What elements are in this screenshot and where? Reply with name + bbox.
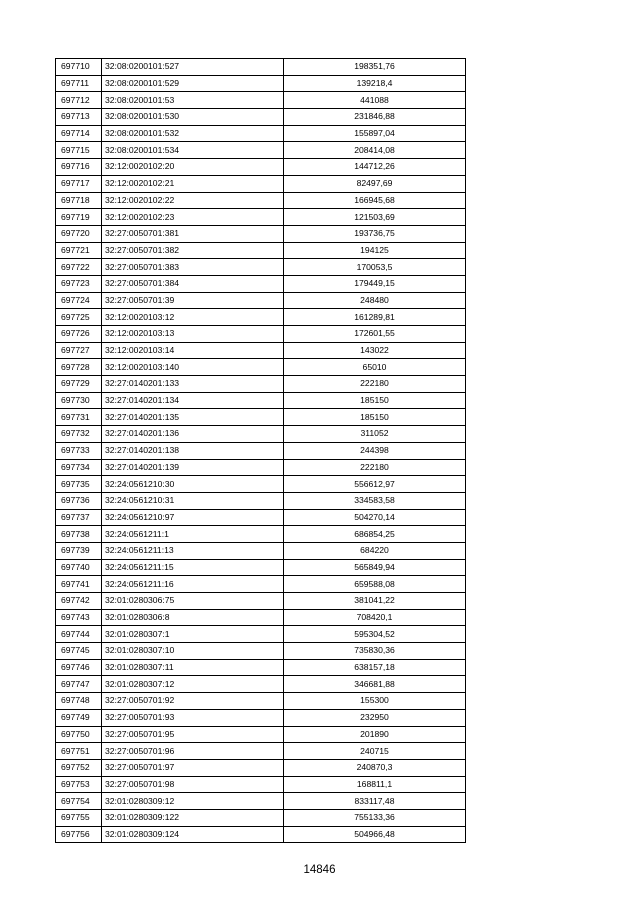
value-cell: 833117,48	[284, 793, 466, 810]
row-id-cell: 697722	[56, 259, 102, 276]
row-id-cell: 697719	[56, 209, 102, 226]
cadastral-number-cell: 32:24:0561211:16	[102, 576, 284, 593]
table-row	[56, 59, 466, 76]
table-row	[56, 159, 466, 176]
cadastral-number-cell: 32:27:0050701:98	[102, 776, 284, 793]
cadastral-number-cell: 32:27:0140201:136	[102, 426, 284, 443]
cadastral-number-cell: 32:27:0140201:133	[102, 376, 284, 393]
row-id-cell: 697744	[56, 626, 102, 643]
table-row	[56, 275, 466, 292]
row-id-cell: 697711	[56, 75, 102, 92]
row-id-cell: 697725	[56, 309, 102, 326]
cadastral-number-cell: 32:12:0020102:22	[102, 192, 284, 209]
value-cell: 172601,55	[284, 326, 466, 343]
cadastral-number-cell: 32:01:0280307:11	[102, 659, 284, 676]
value-cell: 441088	[284, 92, 466, 109]
cadastral-number-cell: 32:08:0200101:532	[102, 125, 284, 142]
value-cell: 194125	[284, 242, 466, 259]
table-row	[56, 409, 466, 426]
row-id-cell: 697755	[56, 809, 102, 826]
table-row	[56, 225, 466, 242]
table-row	[56, 292, 466, 309]
row-id-cell: 697712	[56, 92, 102, 109]
row-id-cell: 697735	[56, 476, 102, 493]
row-id-cell: 697716	[56, 159, 102, 176]
cadastral-number-cell: 32:27:0050701:382	[102, 242, 284, 259]
cadastral-number-cell: 32:01:0280309:124	[102, 826, 284, 843]
table-row	[56, 726, 466, 743]
cadastral-number-cell: 32:27:0050701:384	[102, 275, 284, 292]
row-id-cell: 697714	[56, 125, 102, 142]
value-cell: 168811,1	[284, 776, 466, 793]
cadastral-number-cell: 32:08:0200101:527	[102, 59, 284, 76]
cadastral-number-cell: 32:24:0561211:15	[102, 559, 284, 576]
cadastral-number-cell: 32:27:0050701:92	[102, 693, 284, 710]
row-id-cell: 697713	[56, 109, 102, 126]
value-cell: 240715	[284, 743, 466, 760]
table-body	[56, 59, 466, 843]
cadastral-number-cell: 32:27:0050701:383	[102, 259, 284, 276]
table-row	[56, 476, 466, 493]
value-cell: 686854,25	[284, 526, 466, 543]
row-id-cell: 697746	[56, 659, 102, 676]
cadastral-number-cell: 32:12:0020102:23	[102, 209, 284, 226]
table-row	[56, 492, 466, 509]
row-id-cell: 697734	[56, 459, 102, 476]
value-cell: 595304,52	[284, 626, 466, 643]
cadastral-number-cell: 32:27:0050701:96	[102, 743, 284, 760]
cadastral-number-cell: 32:08:0200101:529	[102, 75, 284, 92]
row-id-cell: 697721	[56, 242, 102, 259]
cadastral-number-cell: 32:12:0020102:21	[102, 175, 284, 192]
row-id-cell: 697723	[56, 275, 102, 292]
row-id-cell: 697754	[56, 793, 102, 810]
value-cell: 381041,22	[284, 593, 466, 610]
table-row	[56, 759, 466, 776]
value-cell: 139218,4	[284, 75, 466, 92]
value-cell: 193736,75	[284, 225, 466, 242]
row-id-cell: 697756	[56, 826, 102, 843]
table-row	[56, 259, 466, 276]
cadastral-number-cell: 32:12:0020103:13	[102, 326, 284, 343]
value-cell: 155300	[284, 693, 466, 710]
row-id-cell: 697741	[56, 576, 102, 593]
row-id-cell: 697730	[56, 392, 102, 409]
cadastral-number-cell: 32:08:0200101:534	[102, 142, 284, 159]
value-cell: 222180	[284, 376, 466, 393]
cadastral-number-cell: 32:27:0140201:134	[102, 392, 284, 409]
row-id-cell: 697728	[56, 359, 102, 376]
row-id-cell: 697732	[56, 426, 102, 443]
cadastral-number-cell: 32:12:0020103:140	[102, 359, 284, 376]
cadastral-number-cell: 32:27:0050701:93	[102, 709, 284, 726]
row-id-cell: 697749	[56, 709, 102, 726]
row-id-cell: 697717	[56, 175, 102, 192]
value-cell: 346681,88	[284, 676, 466, 693]
cadastral-number-cell: 32:27:0050701:97	[102, 759, 284, 776]
table-row	[56, 826, 466, 843]
table-row	[56, 376, 466, 393]
table-row	[56, 326, 466, 343]
value-cell: 201890	[284, 726, 466, 743]
row-id-cell: 697753	[56, 776, 102, 793]
table-row	[56, 125, 466, 142]
row-id-cell: 697737	[56, 509, 102, 526]
cadastral-number-cell: 32:08:0200101:53	[102, 92, 284, 109]
table-row	[56, 676, 466, 693]
row-id-cell: 697710	[56, 59, 102, 76]
cadastral-number-cell: 32:27:0140201:139	[102, 459, 284, 476]
value-cell: 198351,76	[284, 59, 466, 76]
value-cell: 232950	[284, 709, 466, 726]
row-id-cell: 697738	[56, 526, 102, 543]
table-row	[56, 392, 466, 409]
value-cell: 185150	[284, 392, 466, 409]
table-row	[56, 659, 466, 676]
table-row	[56, 593, 466, 610]
value-cell: 334583,58	[284, 492, 466, 509]
table-row	[56, 209, 466, 226]
row-id-cell: 697747	[56, 676, 102, 693]
value-cell: 504966,48	[284, 826, 466, 843]
cadastral-number-cell: 32:01:0280306:8	[102, 609, 284, 626]
table-row	[56, 542, 466, 559]
row-id-cell: 697726	[56, 326, 102, 343]
table-row	[56, 809, 466, 826]
table-row	[56, 526, 466, 543]
cadastral-number-cell: 32:27:0050701:381	[102, 225, 284, 242]
row-id-cell: 697745	[56, 643, 102, 660]
value-cell: 735830,36	[284, 643, 466, 660]
value-cell: 143022	[284, 342, 466, 359]
cadastral-number-cell: 32:01:0280307:1	[102, 626, 284, 643]
value-cell: 170053,5	[284, 259, 466, 276]
table-row	[56, 242, 466, 259]
row-id-cell: 697742	[56, 593, 102, 610]
row-id-cell: 697718	[56, 192, 102, 209]
table-row	[56, 109, 466, 126]
table-row	[56, 426, 466, 443]
value-cell: 240870,3	[284, 759, 466, 776]
cadastral-number-cell: 32:24:0561210:97	[102, 509, 284, 526]
table-row	[56, 559, 466, 576]
value-cell: 231846,88	[284, 109, 466, 126]
table-row	[56, 776, 466, 793]
table-row	[56, 643, 466, 660]
value-cell: 185150	[284, 409, 466, 426]
cadastral-number-cell: 32:27:0050701:95	[102, 726, 284, 743]
row-id-cell: 697751	[56, 743, 102, 760]
row-id-cell: 697729	[56, 376, 102, 393]
row-id-cell: 697733	[56, 442, 102, 459]
table-row	[56, 626, 466, 643]
cadastral-number-cell: 32:12:0020103:12	[102, 309, 284, 326]
cadastral-number-cell: 32:24:0561211:13	[102, 542, 284, 559]
cadastral-number-cell: 32:27:0140201:138	[102, 442, 284, 459]
row-id-cell: 697727	[56, 342, 102, 359]
table-row	[56, 793, 466, 810]
cadastral-number-cell: 32:01:0280307:12	[102, 676, 284, 693]
row-id-cell: 697740	[56, 559, 102, 576]
value-cell: 222180	[284, 459, 466, 476]
value-cell: 755133,36	[284, 809, 466, 826]
cadastral-number-cell: 32:24:0561211:1	[102, 526, 284, 543]
table-row	[56, 576, 466, 593]
value-cell: 208414,08	[284, 142, 466, 159]
table-row	[56, 442, 466, 459]
cadastral-number-cell: 32:12:0020103:14	[102, 342, 284, 359]
value-cell: 244398	[284, 442, 466, 459]
cadastral-number-cell: 32:08:0200101:530	[102, 109, 284, 126]
row-id-cell: 697743	[56, 609, 102, 626]
cadastral-number-cell: 32:01:0280307:10	[102, 643, 284, 660]
value-cell: 556612,97	[284, 476, 466, 493]
table-row	[56, 92, 466, 109]
page-number: 14846	[303, 864, 336, 876]
value-cell: 565849,94	[284, 559, 466, 576]
row-id-cell: 697731	[56, 409, 102, 426]
cadastral-number-cell: 32:01:0280309:12	[102, 793, 284, 810]
table-row	[56, 709, 466, 726]
value-cell: 155897,04	[284, 125, 466, 142]
value-cell: 311052	[284, 426, 466, 443]
table-row	[56, 75, 466, 92]
table-row	[56, 743, 466, 760]
table-row	[56, 459, 466, 476]
data-table	[55, 58, 466, 843]
cadastral-number-cell: 32:01:0280306:75	[102, 593, 284, 610]
row-id-cell: 697750	[56, 726, 102, 743]
value-cell: 121503,69	[284, 209, 466, 226]
cadastral-number-cell: 32:27:0140201:135	[102, 409, 284, 426]
cadastral-number-cell: 32:24:0561210:30	[102, 476, 284, 493]
row-id-cell: 697720	[56, 225, 102, 242]
table-row	[56, 175, 466, 192]
value-cell: 708420,1	[284, 609, 466, 626]
value-cell: 659588,08	[284, 576, 466, 593]
cadastral-number-cell: 32:01:0280309:122	[102, 809, 284, 826]
cadastral-number-cell: 32:24:0561210:31	[102, 492, 284, 509]
row-id-cell: 697748	[56, 693, 102, 710]
row-id-cell: 697752	[56, 759, 102, 776]
value-cell: 82497,69	[284, 175, 466, 192]
table-row	[56, 192, 466, 209]
table-row	[56, 609, 466, 626]
table-row	[56, 342, 466, 359]
table-row	[56, 693, 466, 710]
row-id-cell: 697715	[56, 142, 102, 159]
table-row	[56, 142, 466, 159]
value-cell: 684220	[284, 542, 466, 559]
value-cell: 248480	[284, 292, 466, 309]
value-cell: 161289,81	[284, 309, 466, 326]
value-cell: 179449,15	[284, 275, 466, 292]
value-cell: 504270,14	[284, 509, 466, 526]
row-id-cell: 697736	[56, 492, 102, 509]
row-id-cell: 697739	[56, 542, 102, 559]
value-cell: 144712,26	[284, 159, 466, 176]
value-cell: 166945,68	[284, 192, 466, 209]
value-cell: 638157,18	[284, 659, 466, 676]
cadastral-number-cell: 32:12:0020102:20	[102, 159, 284, 176]
table-row	[56, 309, 466, 326]
row-id-cell: 697724	[56, 292, 102, 309]
value-cell: 65010	[284, 359, 466, 376]
table-row	[56, 359, 466, 376]
cadastral-number-cell: 32:27:0050701:39	[102, 292, 284, 309]
table-row	[56, 509, 466, 526]
